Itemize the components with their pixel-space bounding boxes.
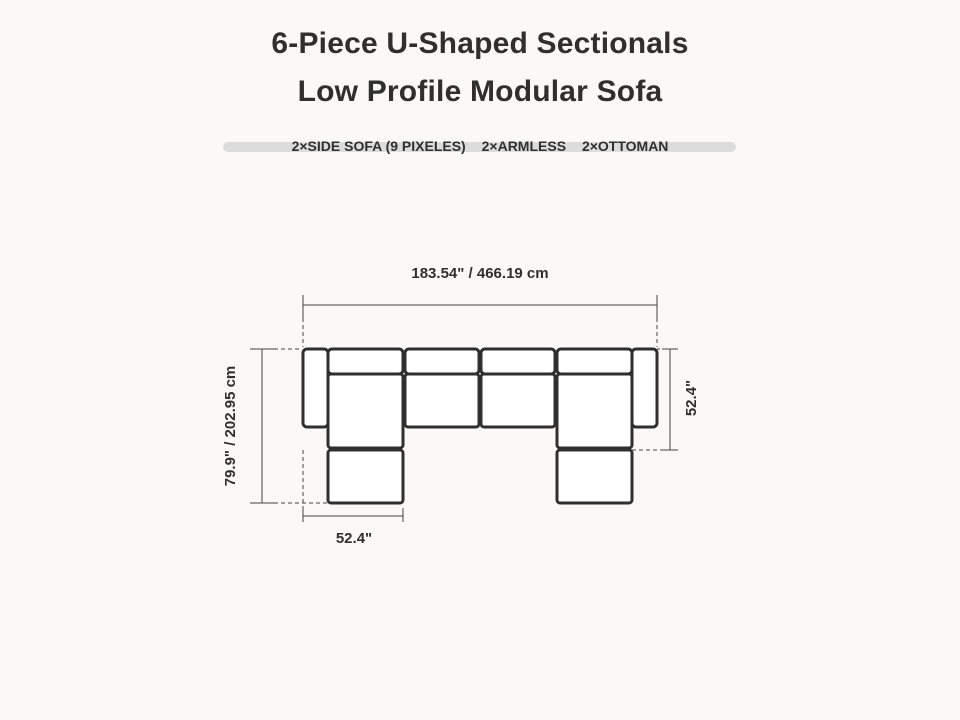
sofa-modules (303, 349, 657, 503)
right-seat-depth-label: 52.4" (683, 379, 700, 417)
side-sofa-seat-left (328, 374, 403, 448)
left-arm (303, 349, 328, 427)
back-cushion-3 (481, 349, 555, 374)
ottoman-left (328, 450, 403, 503)
page-title: 6-Piece U-Shaped Sectionals (271, 27, 689, 60)
armless-seat-2 (481, 374, 555, 427)
page-subtitle: Low Profile Modular Sofa (297, 75, 663, 108)
depth-label: 79.9" / 202.95 cm (222, 365, 239, 487)
width-label: 183.54" / 466.19 cm (411, 265, 549, 282)
component-ottoman: 2×OTTOMAN (581, 138, 669, 154)
right-arm (632, 349, 657, 427)
side-sofa-seat-right (557, 374, 632, 448)
component-armless: 2×ARMLESS (481, 138, 567, 154)
component-side-sofa: 2×SIDE SOFA (9 PIXELES) (291, 138, 466, 154)
back-cushion-2 (405, 349, 479, 374)
back-cushion-4 (557, 349, 632, 374)
bottom-seat-width-label: 52.4" (335, 530, 373, 547)
ottoman-right (557, 450, 632, 503)
back-cushion-1 (328, 349, 403, 374)
armless-seat-1 (405, 374, 479, 427)
